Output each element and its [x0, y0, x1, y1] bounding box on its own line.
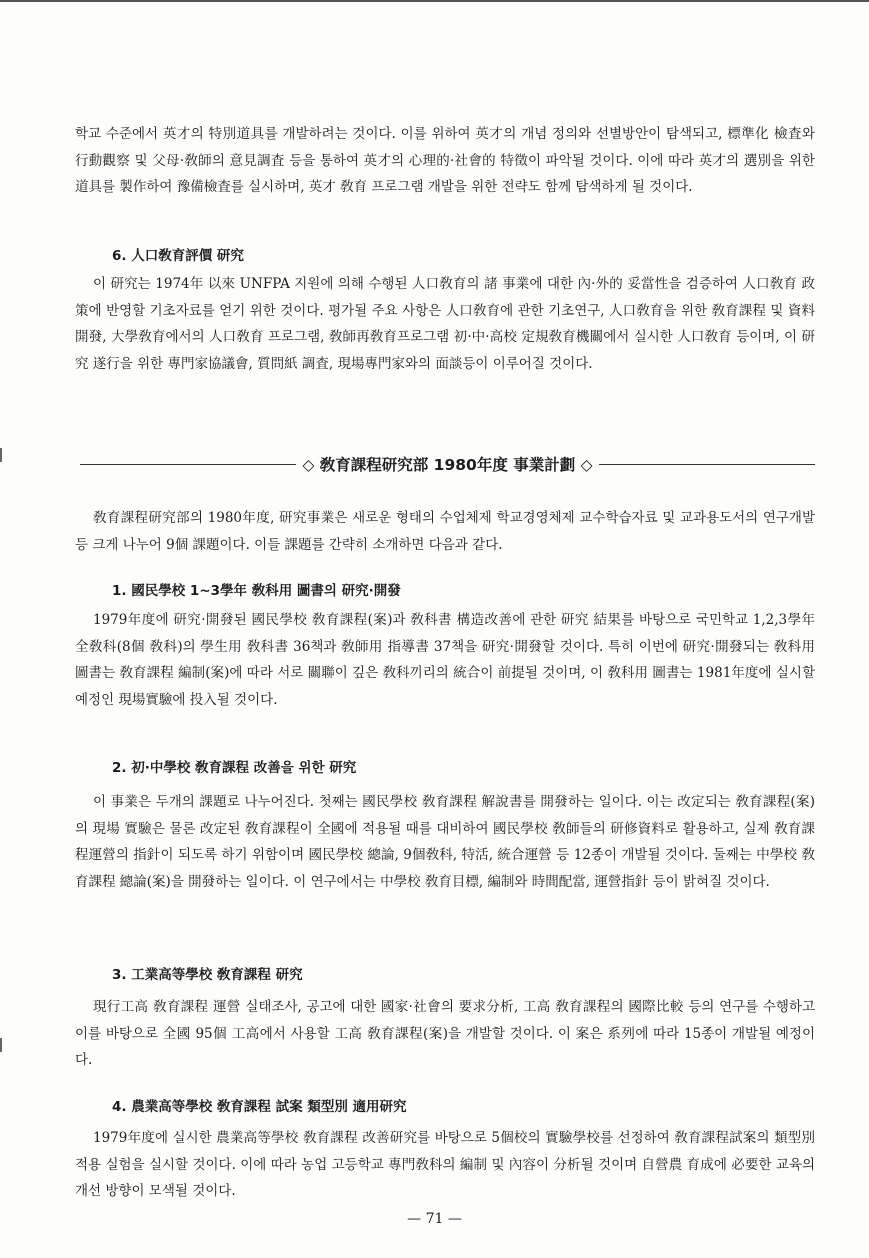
heading-curriculum-improvement: 2. 初·中學校 敎育課程 改善을 위한 研究 — [112, 760, 357, 776]
paragraph-department-intro: 敎育課程研究部의 1980年度, 研究事業은 새로운 형태의 수업체제 학교경영체제 교수학습자료 및 교과용도서의 연구개발 등 크게 나누어 9個 課題이다. 이들 課題를 간략히 소개하면 다음과 같다. — [75, 510, 815, 553]
heading-textbook-development: 1. 國民學校 1~3學年 敎科用 圖書의 研究·開發 — [112, 583, 401, 599]
page-number: — 71 — — [407, 1211, 462, 1227]
left-margin-mark — [0, 448, 2, 462]
paragraph-curriculum-improvement: 이 事業은 두개의 課題로 나누어진다. 첫째는 國民學校 敎育課程 解說書를 開發하는 일이다. 이는 改定되는 敎育課程(案)의 現場 實驗은 물론 改定된 敎育課程이 全國에 적용될 때를 대비하여 國民學校 敎師들의 研修資料로 활용하고, 실제 敎育課程運營의 指針이 되도록 하기 위함이며 國民學校 總論, 9個敎科, 特活, 統合運營 등 12종이 개발될 것이다. 둘째는 中學校 敎育課程 總論(案)을 開發하는 일이다. 이 연구에서는 中學校 敎育目標, 編制와 時間配當, 運營指針 등이 밝혀질 것이다. — [75, 794, 815, 890]
paragraph-gifted-education: 학교 수준에서 英才의 特別道具를 개발하려는 것이다. 이를 위하여 英才의 개념 정의와 선별방안이 탐색되고, 標準化 檢査와 行動觀察 및 父母·敎師의 意見調査 등을 통하여 英才의 心理的·社會的 特徵이 파악될 것이다. 이에 따라 英才의 選別을 위한 道具를 製作하여 豫備檢査를 실시하며, 英才 敎育 프로그램 개발을 위한 전략도 함께 탐색하게 될 것이다. — [75, 126, 815, 195]
heading-agricultural-high-school: 4. 農業高等學校 敎育課程 試案 類型別 適用研究 — [112, 1099, 407, 1115]
paragraph-population-education-evaluation: 이 研究는 1974年 以來 UNFPA 지원에 의해 수행된 人口敎育의 諸 事業에 대한 內·外的 妥當性을 검증하여 人口敎育 政策에 반영할 기초자료를 얻기 위한 것이다. 평가될 주요 사항은 人口敎育에 관한 기초연구, 人口敎育을 위한 敎育課程 및 資料 開發, 大學敎育에서의 人口敎育 프로그램, 敎師再敎育프로그램 初·中·高校 定規敎育機關에서 실시한 人口敎育 등이며, 이 研究 遂行을 위한 專門家協議會, 質問紙 調査, 現場專門家와의 面談등이 이루어질 것이다. — [75, 276, 815, 372]
department-plan-title-text: ◇ 敎育課程研究部 1980年度 事業計劃 ◇ — [302, 456, 593, 474]
paragraph-agricultural-high-school: 1979年度에 실시한 農業高等學校 敎育課程 改善研究를 바탕으로 5個校의 實驗學校를 선정하여 敎育課程試案의 類型別 적용 실험을 실시할 것이다. 이에 따라 농업 고등학교 專門敎科의 編制 및 內容이 分析될 것이며 自營農 育成에 必要한 교육의 개선 방향이 모색될 것이다. — [75, 1130, 815, 1199]
title-rule-left — [80, 464, 296, 465]
heading-population-education-evaluation: 6. 人口敎育評價 研究 — [112, 248, 244, 264]
title-rule-right — [599, 464, 815, 465]
paragraph-textbook-development: 1979年度에 研究·開發된 國民學校 敎育課程(案)과 敎科書 構造改善에 관한 研究 結果를 바탕으로 국민학교 1,2,3學年 全敎科(8個 敎科)의 學生用 敎科書 36책과 敎師用 指導書 37책을 研究·開發할 것이다. 특히 이번에 研究·開發되는 敎科用 圖書는 敎育課程 編制(案)에 따라 서로 關聯이 깊은 敎科끼리의 統合이 前提될 것이며, 이 敎科用 圖書는 1981年度에 실시할 예정인 現場實驗에 投入될 것이다. — [75, 612, 815, 708]
top-edge-rule — [0, 0, 869, 2]
paragraph-technical-high-school: 現行工高 敎育課程 運營 실태조사, 공고에 대한 國家·社會의 要求分析, 工高 敎育課程의 國際比較 등의 연구를 수행하고 이를 바탕으로 全國 95個 工高에서 사용할 工高 敎育課程(案)을 개발할 것이다. 이 案은 系列에 따라 15종이 개발될 예정이다. — [75, 999, 815, 1068]
department-plan-title — [80, 451, 815, 477]
heading-technical-high-school: 3. 工業高等學校 敎育課程 研究 — [112, 967, 303, 983]
left-margin-mark — [0, 1038, 2, 1052]
